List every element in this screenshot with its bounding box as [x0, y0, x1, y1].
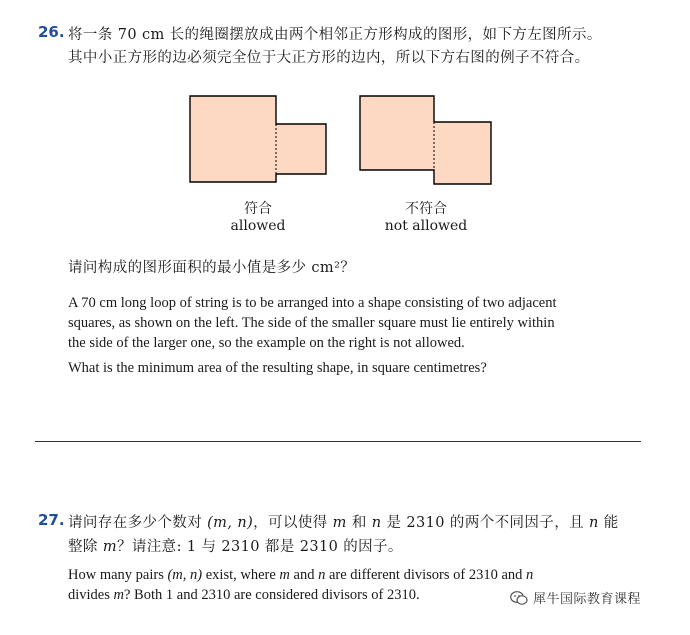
allowed-caption-en: allowed	[230, 218, 286, 234]
watermark-text: 犀牛国际教育课程	[533, 592, 642, 607]
allowed-shape-outline	[190, 96, 326, 182]
q26-en-question: What is the minimum area of the resulting shape, in square centimetres?	[68, 360, 487, 376]
figure-not-allowed	[360, 96, 491, 184]
q26-en-line-2: squares, as shown on the left. The side of the smaller square must lie entirely within	[68, 315, 555, 331]
q26-cn-line-1: 将一条 70 cm 长的绳圈摆放成由两个相邻正方形构成的图形，如下方左图所示。	[68, 27, 602, 43]
q27-en-line-1: How many pairs (m, n) exist, where m and n are different divisors of 2310 and n	[68, 567, 534, 583]
q27-en-line-2: divides m? Both 1 and 2310 are considered divisors of 2310.	[68, 587, 420, 603]
q26-cn-question: 请问构成的图形面积的最小值是多少 cm²？	[68, 260, 356, 276]
q26-en-line-1: A 70 cm long loop of string is to be arranged into a shape consisting of two adjacent	[68, 295, 557, 311]
q26-cn-line-2: 其中小正方形的边必须完全位于大正方形的边内，所以下方右图的例子不符合。	[68, 50, 590, 66]
not-allowed-caption-cn: 不符合	[405, 201, 447, 217]
not-allowed-caption-en: not allowed	[384, 218, 468, 234]
q27-cn-line-1: 请问存在多少个数对 (m, n)，可以使得 m 和 n 是 2310 的两个不同因子，且 n 能	[68, 515, 619, 531]
not-allowed-shape-outline	[360, 96, 491, 184]
watermark	[510, 588, 641, 607]
q27-cn-line-2: 整除 m？请注意: 1 与 2310 都是 2310 的因子。	[68, 539, 403, 555]
question-number-26: 26.	[38, 23, 65, 41]
figure-allowed	[190, 96, 326, 182]
question-number-27: 27.	[38, 511, 65, 529]
allowed-caption-cn: 符合	[244, 201, 272, 217]
section-divider	[35, 441, 641, 442]
q26-figures	[180, 88, 510, 198]
q26-en-line-3: the side of the larger one, so the example on the right is not allowed.	[68, 335, 465, 351]
wechat-icon	[510, 590, 528, 606]
